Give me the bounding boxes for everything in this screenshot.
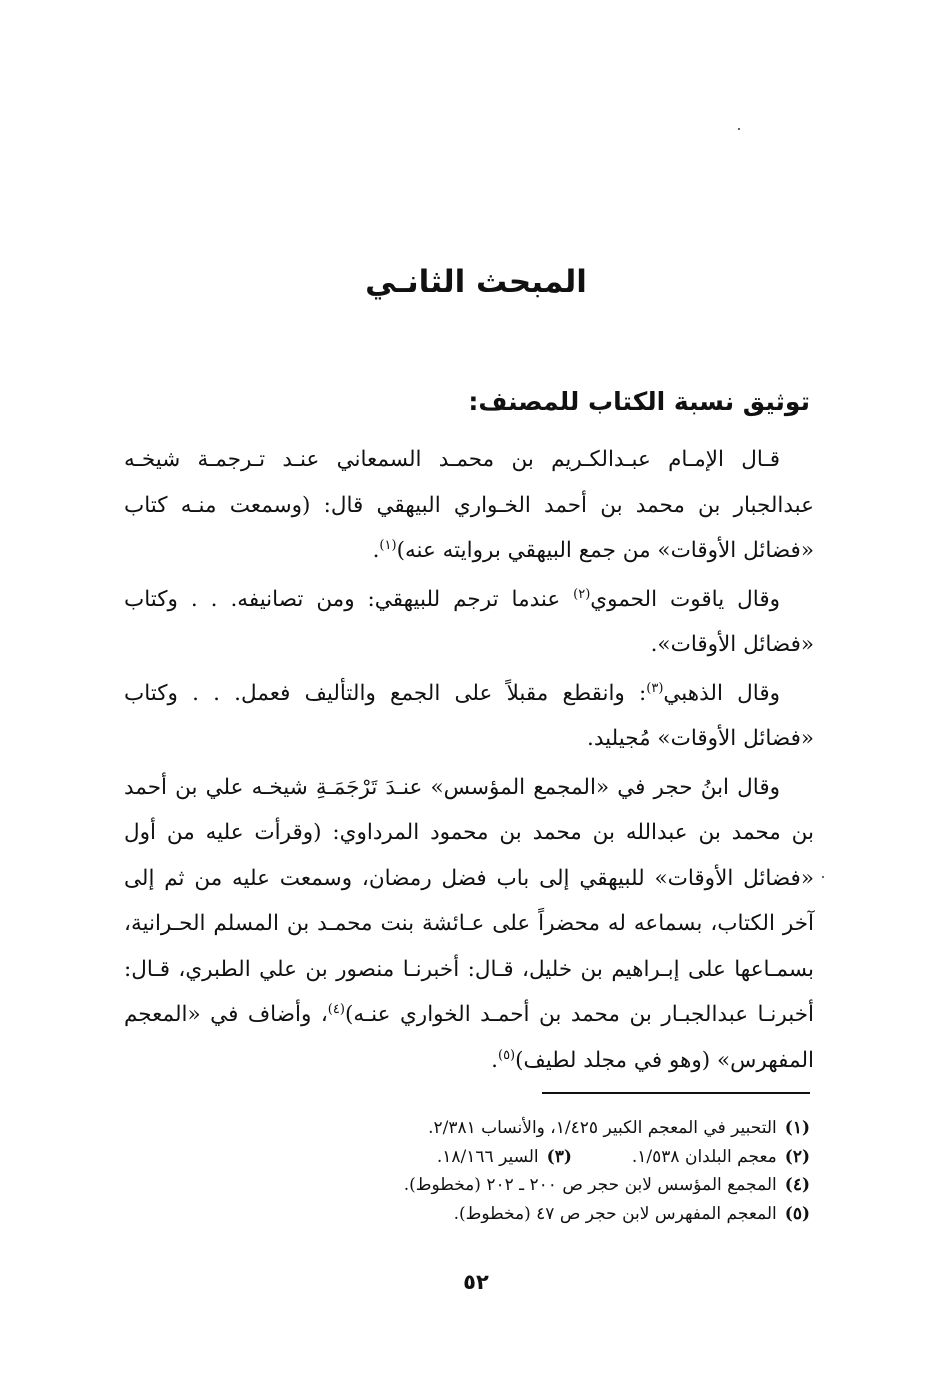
footnote-text: السير ١٨/١٦٦. — [436, 1146, 539, 1167]
paragraph-text: وقال الذهبي — [663, 680, 780, 706]
footnote-marker[interactable]: (٢) — [573, 586, 591, 602]
footnote-number: (٥) — [784, 1203, 810, 1224]
paragraph-tail: . — [491, 1047, 498, 1073]
footnote-item — [120, 1171, 810, 1200]
footnote-divider — [542, 1092, 810, 1094]
paragraph-tail: . — [372, 538, 380, 563]
subsection-heading: توثيق نسبة الكتاب للمصنف: — [468, 387, 810, 416]
footnotes — [120, 1114, 810, 1228]
paragraph-tail: ، وأضاف في «المعجم المفهرس» (وهو في مجلد لطيف) — [124, 1002, 814, 1073]
footnote-marker[interactable]: (٣) — [646, 680, 664, 696]
footnote-text: المعجم المفهرس لابن حجر ص ٤٧ (مخطوط). — [453, 1203, 777, 1224]
footnote-marker[interactable]: (٤) — [327, 1001, 345, 1017]
footnote-marker[interactable]: (٥) — [497, 1047, 516, 1063]
scan-speck — [822, 876, 824, 878]
footnote-item — [120, 1200, 810, 1229]
footnote-number: (٤) — [784, 1175, 810, 1195]
paragraph-text: قـال الإمـام عبـدالكـريم بن محمـد السمعاني عنـد تـرجمـة شيخـه عبدالجبار بن محمد بن أحمد الخـواري البيهقي قال: (وسمعت منـه كتاب «فضائل الأوقات» من جمع البيهقي بروايته عنه) — [124, 447, 814, 563]
scan-speck — [738, 128, 740, 130]
footnote-item — [120, 1114, 810, 1143]
footnote-text: معجم البلدان ١/٥٣٨. — [631, 1146, 777, 1167]
paragraph — [124, 577, 814, 668]
paragraph-text: وقال ياقوت الحموي — [590, 586, 780, 612]
footnote-item — [120, 1143, 810, 1172]
footnote-marker[interactable]: (١) — [379, 537, 397, 553]
paragraph — [124, 765, 814, 1084]
paragraph-tail: عندما ترجم للبيهقي: ومن تصانيفه. . . وكتاب «فضائل الأوقات». — [124, 586, 814, 657]
footnote-text: التحبير في المعجم الكبير ١/٤٢٥، والأنساب ٢/٣٨١. — [428, 1118, 777, 1138]
footnote-number: (٢) — [784, 1146, 810, 1167]
page-number: ٥٢ — [463, 1270, 489, 1294]
paragraph-text: وقال ابنُ حجر في «المجمع المؤسس» عنـدَ تَرْجَمَـةِ شيخـه علي بن أحمد بن محمد بن عبدالله بن محمد بن محمود المرداوي: (وقرأت عليه من أول «فضائل الأوقات» للبيهقي إلى باب فضل رمضان، وسمعت عليه من ثم إلى آخر الكتاب، بسماعه له محضراً على عـائشة بنت محمـد بن المسلم الحـرانية، بسمـاعها على إبـراهيم بن خليل، قـال: أخبرنـا منصور بن علي الطبري، قـال: أخبرنـا عبدالجبـار بن محمد بن أحمـد الخواري عنـه) — [124, 774, 814, 1027]
paragraph-tail: : وانقطع مقبلاً على الجمع والتأليف فعمل. . . وكتاب «فضائل الأوقات» مُجيليد. — [124, 680, 814, 751]
paragraph — [124, 437, 814, 574]
section-heading: المبحث الثانـي — [365, 264, 587, 300]
footnote-number: (٣) — [546, 1146, 572, 1167]
body-text — [124, 437, 814, 1086]
paragraph — [124, 671, 814, 762]
footnote-text: المجمع المؤسس لابن حجر ص ٢٠٠ ـ ٢٠٢ (مخطوط). — [403, 1175, 777, 1195]
footnote-number: (١) — [784, 1118, 810, 1138]
